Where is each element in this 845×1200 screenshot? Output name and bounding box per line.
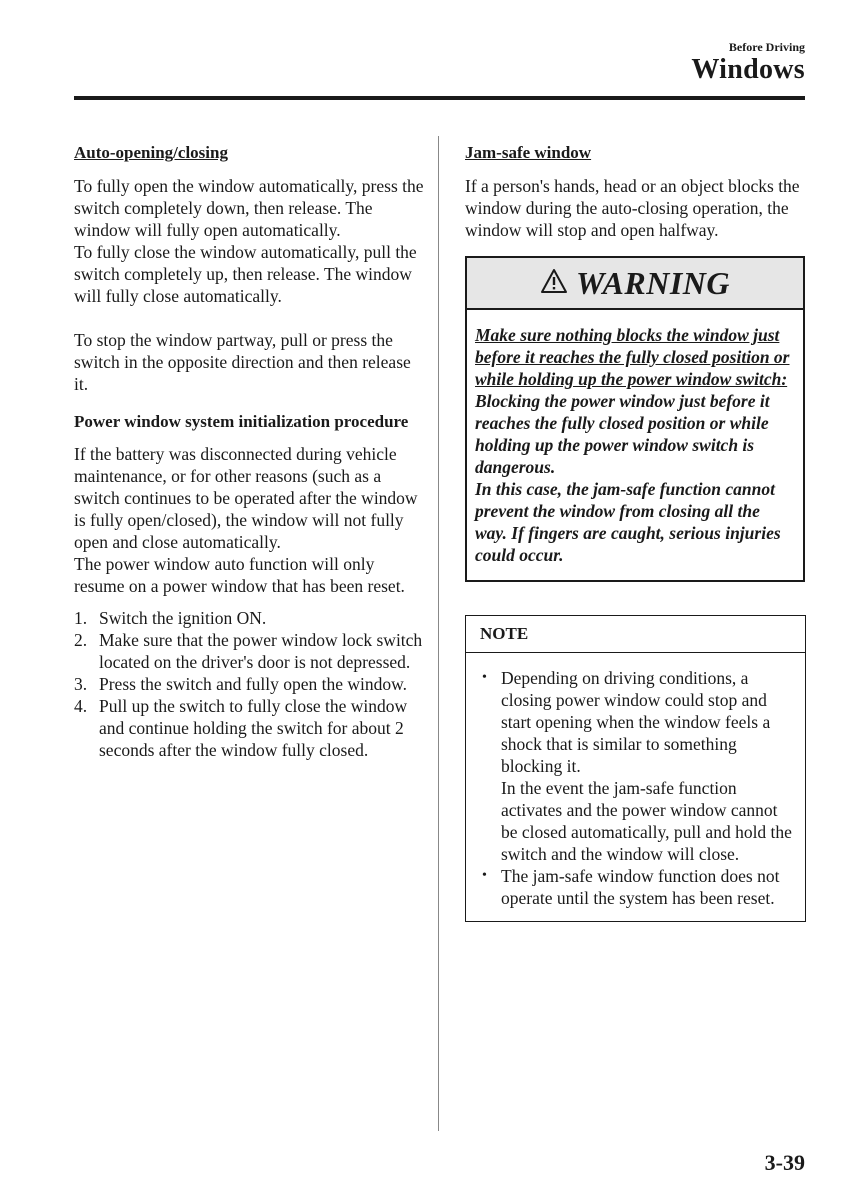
auto-opening-heading: Auto-opening/closing — [74, 143, 228, 162]
section-label: Before Driving — [728, 40, 805, 54]
bullet-icon: • — [482, 868, 487, 883]
initialization-steps — [74, 607, 424, 761]
auto-close-paragraph: To fully close the window automatically, pull the switch completely up, then release. The window will fully close automatically. — [74, 242, 417, 306]
warning-body — [467, 310, 803, 580]
note-body — [466, 653, 805, 921]
step-item: 4. Pull up the switch to fully close the window and continue holding the switch for about 2 seconds after the window fully closed. — [74, 696, 408, 760]
paragraph-gap — [74, 307, 424, 329]
column-divider — [438, 136, 439, 1131]
note-box — [465, 615, 806, 922]
header-rule — [74, 96, 805, 100]
warning-text: Blocking the power window just before it reaches the fully closed position or while holding up the power window switch is dangerous. — [475, 391, 770, 477]
warning-text: In this case, the jam-safe function cannot prevent the window from closing all the way. If fingers are caught, serious injuries could occur. — [475, 479, 781, 565]
note-list — [480, 667, 793, 909]
step-item: 1. Switch the ignition ON. — [74, 608, 267, 628]
left-column — [74, 140, 424, 761]
warning-triangle-icon — [540, 268, 568, 299]
note-item: • The jam-safe window function does not operate until the system has been reset. — [482, 866, 780, 908]
auto-open-paragraph: To fully open the window automatically, press the switch completely down, then release. The window will fully open automatically. — [74, 176, 424, 240]
initialization-paragraph: If the battery was disconnected during vehicle maintenance, or for other reasons (such as a switch continues to be operated after the window is fully open/closed), the window will not fully open and close automatically. — [74, 444, 418, 552]
stop-partway-paragraph: To stop the window partway, pull or press the switch in the opposite direction and then release it. — [74, 330, 411, 394]
note-header: NOTE — [466, 616, 805, 653]
initialization-heading: Power window system initialization procedure — [74, 412, 409, 431]
warning-box — [465, 256, 805, 582]
warning-title: WARNING — [575, 264, 731, 301]
note-item: • Depending on driving conditions, a closing power window could stop and start opening when the window feels a shock that is similar to something blocking it. In the event the jam-safe function activates and the power window cannot be closed automatically, pull and hold the switch and the window will close. — [482, 668, 792, 864]
step-item: 2. Make sure that the power window lock switch located on the driver's door is not depressed. — [74, 630, 423, 672]
bullet-icon: • — [482, 670, 487, 685]
right-column — [465, 140, 807, 922]
page-title: Windows — [691, 54, 805, 85]
step-item: 3. Press the switch and fully open the window. — [74, 674, 407, 694]
auto-resume-paragraph: The power window auto function will only resume on a power window that has been reset. — [74, 554, 405, 596]
jam-safe-paragraph: If a person's hands, head or an object blocks the window during the auto-closing operation, the window will stop and open halfway. — [465, 176, 800, 240]
warning-lead: Make sure nothing blocks the window just before it reaches the fully closed position or while holding up the power window switch: — [475, 325, 790, 389]
warning-header — [467, 258, 803, 310]
jam-safe-heading: Jam-safe window — [465, 143, 592, 162]
page-number: 3-39 — [764, 1150, 805, 1175]
